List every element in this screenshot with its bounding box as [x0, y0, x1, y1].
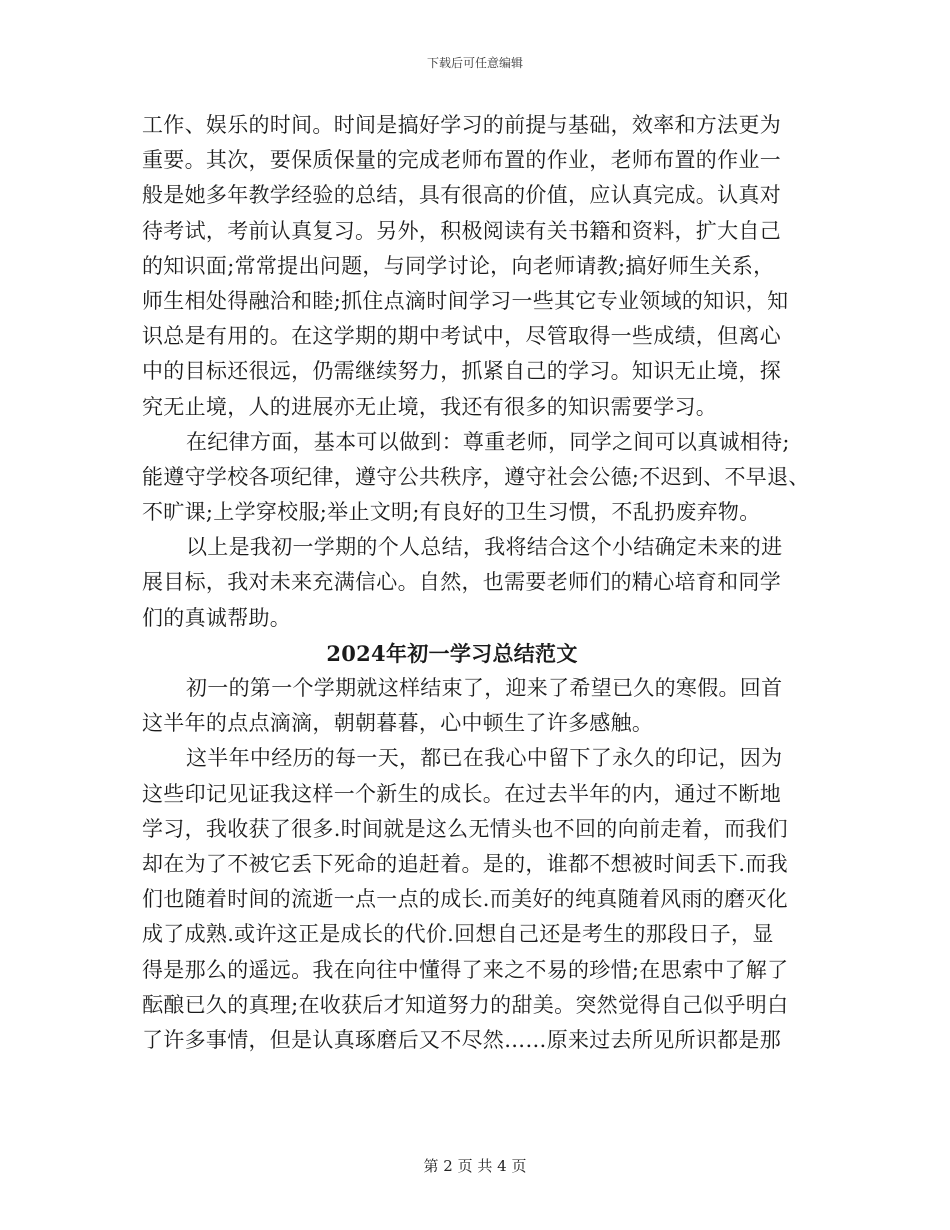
- text-line: 以上是我初一学期的个人总结，我将结合这个小结确定未来的进: [186, 535, 783, 560]
- text-line: 的知识面;常常提出问题，与同学讨论，向老师请教;搞好师生关系，: [142, 253, 775, 278]
- text-line: 般是她多年教学经验的总结，具有很高的价值，应认真完成。认真对: [142, 183, 781, 208]
- page-header: 下载后可任意编辑: [426, 56, 523, 70]
- text-line: 能遵守学校各项纪律，遵守公共秩序，遵守社会公德;不迟到、不早退、: [142, 464, 810, 489]
- page-footer: 第 2 页 共 4 页: [423, 1157, 527, 1175]
- text-line: 识总是有用的。在这学期的期中考试中，尽管取得一些成绩，但离心: [142, 324, 781, 349]
- text-line: 酝酿已久的真理;在收获后才知道努力的甜美。突然觉得自己似乎明白: [142, 992, 789, 1017]
- section-title: 2024年初一学习总结范文: [326, 640, 578, 666]
- text-line: 师生相处得融洽和睦;抓住点滴时间学习一些其它专业领域的知识，知: [142, 288, 789, 313]
- text-line: 不旷课;上学穿校服;举止文明;有良好的卫生习惯，不乱扔废弃物。: [142, 500, 761, 525]
- text-line: 学习，我收获了很多.时间就是这么无情头也不回的向前走着，而我们: [142, 816, 788, 841]
- text-line: 们也随着时间的流逝一点一点的成长.而美好的纯真随着风雨的磨灭化: [142, 887, 788, 912]
- text-line: 展目标，我对未来充满信心。自然，也需要老师们的精心培育和同学: [142, 570, 781, 595]
- text-line: 工作、娱乐的时间。时间是搞好学习的前提与基础，效率和方法更为: [142, 113, 781, 137]
- text-line: 这半年中经历的每一天，都已在我心中留下了永久的印记，因为: [186, 746, 783, 771]
- text-line: 待考试，考前认真复习。另外，积极阅读有关书籍和资料，扩大自己: [142, 218, 781, 243]
- text-line: 了许多事情，但是认真琢磨后又不尽然……原来过去所见所识都是那: [142, 1027, 781, 1052]
- text-line: 这些印记见证我这样一个新生的成长。在过去半年的内，通过不断地: [142, 781, 781, 806]
- text-line: 在纪律方面，基本可以做到：尊重老师，同学之间可以真诚相待;: [186, 429, 790, 454]
- text-line: 成了成熟.或许这正是成长的代价.回想自己还是考生的那段日子，显: [142, 922, 774, 947]
- text-line: 得是那么的遥远。我在向往中懂得了来之不易的珍惜;在思索中了解了: [142, 957, 789, 982]
- text-line: 们的真诚帮助。: [142, 605, 292, 630]
- text-line: 中的目标还很远，仍需继续努力，抓紧自己的学习。知识无止境，探: [142, 359, 781, 384]
- text-line: 这半年的点点滴滴，朝朝暮暮，心中顿生了许多感触。: [142, 711, 654, 736]
- text-line: 却在为了不被它丢下死命的追赶着。是的，谁都不想被时间丢下.而我: [142, 851, 788, 876]
- text-line: 究无止境，人的进展亦无止境，我还有很多的知识需要学习。: [142, 394, 718, 419]
- text-line: 重要。其次，要保质保量的完成老师布置的作业，老师布置的作业一: [142, 148, 781, 173]
- document-body: [142, 108, 812, 1058]
- text-line: 初一的第一个学期就这样结束了，迎来了希望已久的寒假。回首: [186, 676, 783, 700]
